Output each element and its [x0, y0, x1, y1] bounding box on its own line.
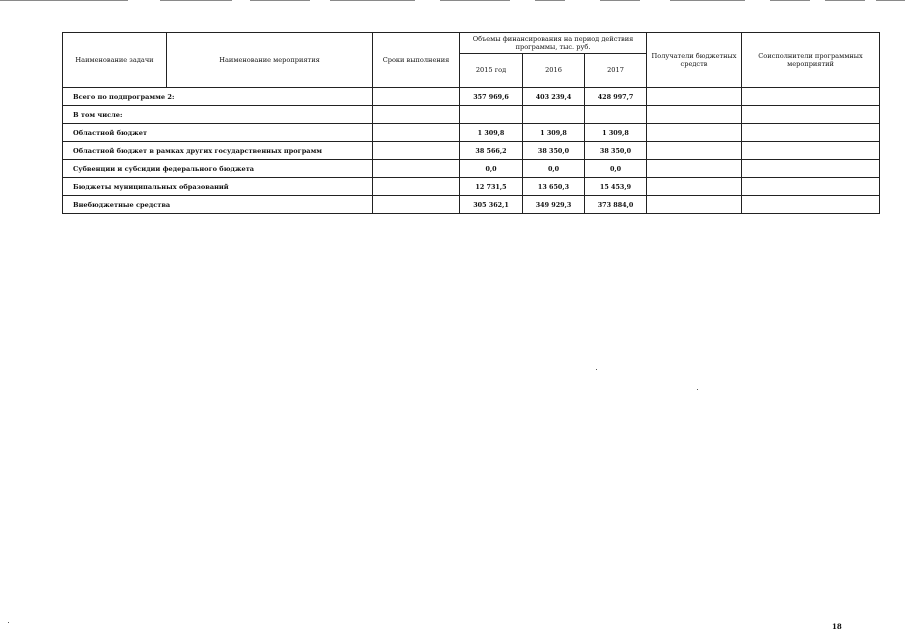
- value-cell: 373 884,0: [585, 196, 647, 214]
- empty-cell: [373, 124, 460, 142]
- value-cell: 38 566,2: [460, 142, 523, 160]
- header-task: Наименование задачи: [63, 33, 167, 88]
- header-year-2016: 2016: [523, 54, 585, 88]
- row-label: В том числе:: [63, 106, 373, 124]
- value-cell: 0,0: [460, 160, 523, 178]
- empty-cell: [647, 88, 742, 106]
- value-cell: 403 239,4: [523, 88, 585, 106]
- scan-speck: [8, 622, 9, 623]
- table-row: [63, 196, 880, 214]
- value-cell: 349 929,3: [523, 196, 585, 214]
- empty-cell: [742, 142, 880, 160]
- scan-artifact: [330, 0, 415, 1]
- scan-artifact: [876, 0, 905, 1]
- page-number: 18: [832, 622, 842, 631]
- empty-cell: [373, 160, 460, 178]
- empty-cell: [647, 160, 742, 178]
- empty-cell: [647, 196, 742, 214]
- header-recipients: Получатели бюджетных средств: [647, 33, 742, 88]
- header-year-2017: 2017: [585, 54, 647, 88]
- empty-cell: [373, 178, 460, 196]
- value-cell: [585, 106, 647, 124]
- scan-artifact: [670, 0, 745, 1]
- row-label: Областной бюджет: [63, 124, 373, 142]
- scan-speck: [596, 369, 597, 370]
- scan-artifact: [0, 0, 128, 1]
- value-cell: [523, 106, 585, 124]
- row-label: Субвенции и субсидии федерального бюджета: [63, 160, 373, 178]
- table-row: [63, 160, 880, 178]
- table-row: [63, 178, 880, 196]
- value-cell: [460, 106, 523, 124]
- value-cell: 12 731,5: [460, 178, 523, 196]
- empty-cell: [647, 106, 742, 124]
- scan-artifact: [250, 0, 310, 1]
- funding-table: [62, 32, 880, 214]
- empty-cell: [742, 88, 880, 106]
- scan-artifact: [160, 0, 232, 1]
- header-terms: Сроки выполнения: [373, 33, 460, 88]
- empty-cell: [742, 160, 880, 178]
- scan-speck: [697, 389, 698, 390]
- scan-artifact: [600, 0, 640, 1]
- row-label: Бюджеты муниципальных образований: [63, 178, 373, 196]
- value-cell: 1 309,8: [585, 124, 647, 142]
- row-label: Областной бюджет в рамках других государственных программ: [63, 142, 373, 160]
- empty-cell: [647, 178, 742, 196]
- row-label: Внебюджетные средства: [63, 196, 373, 214]
- empty-cell: [373, 88, 460, 106]
- value-cell: 1 309,8: [460, 124, 523, 142]
- scan-artifact: [770, 0, 810, 1]
- empty-cell: [742, 196, 880, 214]
- value-cell: 428 997,7: [585, 88, 647, 106]
- empty-cell: [647, 142, 742, 160]
- value-cell: 38 350,0: [585, 142, 647, 160]
- value-cell: 305 362,1: [460, 196, 523, 214]
- value-cell: 0,0: [585, 160, 647, 178]
- value-cell: 1 309,8: [523, 124, 585, 142]
- table-row: [63, 142, 880, 160]
- value-cell: 15 453,9: [585, 178, 647, 196]
- header-year-2015: 2015 год: [460, 54, 523, 88]
- value-cell: 38 350,0: [523, 142, 585, 160]
- header-activity: Наименование мероприятия: [167, 33, 373, 88]
- header-co-executors: Соисполнители программных мероприятий: [742, 33, 880, 88]
- scan-artifact: [825, 0, 865, 1]
- table-row: [63, 88, 880, 106]
- empty-cell: [373, 106, 460, 124]
- value-cell: 0,0: [523, 160, 585, 178]
- empty-cell: [742, 106, 880, 124]
- value-cell: 13 650,3: [523, 178, 585, 196]
- empty-cell: [742, 178, 880, 196]
- scan-artifact: [440, 0, 510, 1]
- row-label: Всего по подпрограмме 2:: [63, 88, 373, 106]
- empty-cell: [373, 196, 460, 214]
- empty-cell: [742, 124, 880, 142]
- scan-artifact: [535, 0, 565, 1]
- empty-cell: [373, 142, 460, 160]
- table-row: [63, 124, 880, 142]
- header-funding: Объемы финансирования на период действия программы, тыс. руб.: [460, 33, 647, 54]
- empty-cell: [647, 124, 742, 142]
- table-row: [63, 106, 880, 124]
- value-cell: 357 969,6: [460, 88, 523, 106]
